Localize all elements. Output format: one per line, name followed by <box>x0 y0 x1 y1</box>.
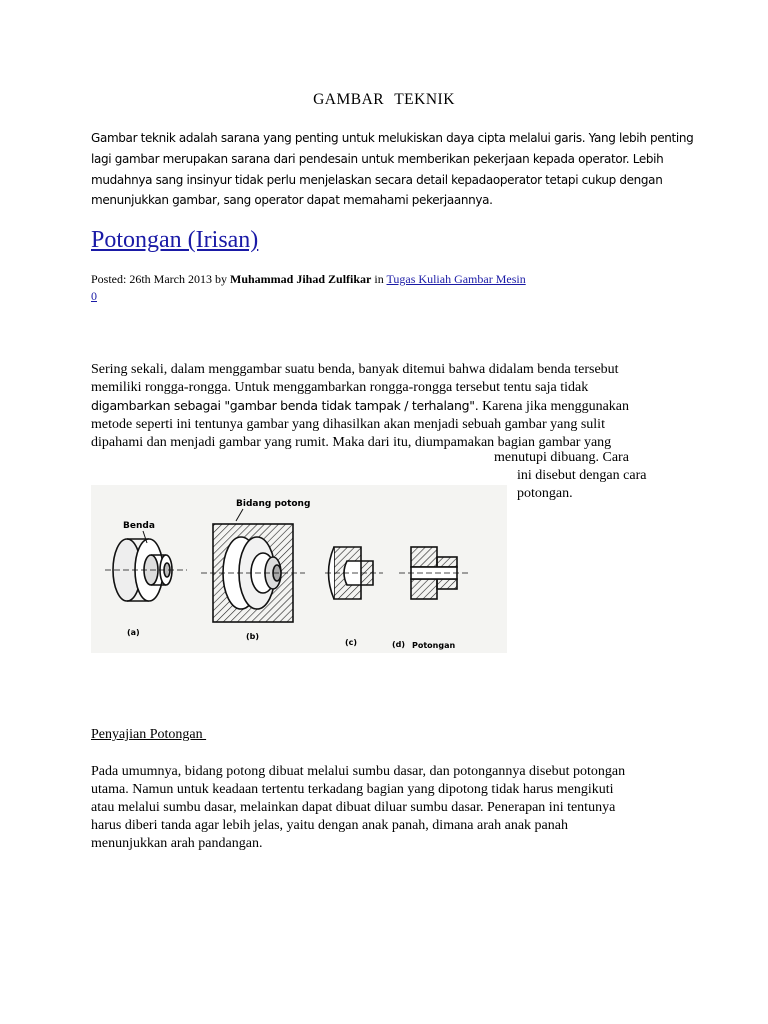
posted-date: Posted: 26th March 2013 by <box>91 272 230 286</box>
label-c: (c) <box>345 638 358 647</box>
side-text <box>494 449 647 503</box>
section-drawing-figure <box>91 485 507 653</box>
paragraph-line-sans: digambarkan sebagai "gambar benda tidak tampak / terhalang". <box>91 398 483 413</box>
intro-line: mudahnya sang insinyur tidak perlu menjelaskan secara detail kepadaoperator tetapi cukup dengan <box>91 172 663 187</box>
intro-line: menunjukkan gambar, sang operator dapat memahami pekerjaannya. <box>91 193 493 208</box>
comments-count-link[interactable]: 0 <box>91 289 97 303</box>
label-bidang-potong: Bidang potong <box>236 499 311 509</box>
object-drawing-b <box>201 524 305 622</box>
document-title: GAMBAR TEKNIK <box>313 91 455 108</box>
intro-line: Gambar teknik adalah sarana yang penting untuk melukiskan daya cipta melalui garis. Yang lebih penting <box>91 131 694 145</box>
label-a: (a) <box>127 628 140 637</box>
section-subheading: Penyajian Potongan <box>91 727 207 742</box>
paragraph-line <box>91 397 629 416</box>
side-line: ini disebut dengan cara <box>517 468 647 483</box>
post-heading-link[interactable]: Potongan (Irisan) <box>91 227 259 253</box>
object-drawing-c <box>325 547 383 599</box>
paragraph-1 <box>91 361 629 452</box>
intro-paragraph <box>91 128 694 211</box>
label-benda: Benda <box>123 521 155 531</box>
paragraph-line: metode seperti ini tentunya gambar yang dihasilkan akan menjadi sebuah gambar yang sulit <box>91 417 605 432</box>
category-link[interactable]: Tugas Kuliah Gambar Mesin <box>386 272 526 286</box>
post-meta <box>91 271 526 305</box>
object-drawing-a <box>105 539 187 601</box>
intro-line: lagi gambar merupakan sarana dari pendesain untuk memberikan pekerjaan kepada operator. Lebih <box>91 151 664 166</box>
side-line: menutupi dibuang. Cara <box>494 450 629 465</box>
label-d: (d) <box>392 640 406 649</box>
paragraph-line: Pada umumnya, bidang potong dibuat melalui sumbu dasar, dan potongannya disebut potongan <box>91 764 626 779</box>
side-line: potongan. <box>517 486 573 501</box>
label-b: (b) <box>246 632 260 641</box>
paragraph-line: menunjukkan arah pandangan. <box>91 836 263 851</box>
paragraph-line: Sering sekali, dalam menggambar suatu benda, banyak ditemui bahwa didalam benda tersebut <box>91 362 619 377</box>
paragraph-line: utama. Namun untuk keadaan tertentu terkadang bagian yang dipotong tidak harus mengikuti <box>91 782 614 797</box>
paragraph-2 <box>91 763 625 853</box>
in-text: in <box>371 272 387 286</box>
section-drawing <box>91 485 507 653</box>
paragraph-line-tail: Karena jika menggunakan <box>482 399 630 414</box>
label-potongan: Potongan <box>412 641 456 650</box>
paragraph-line: harus diberi tanda agar lebih jelas, yaitu dengan anak panah, dimana arah anak panah <box>91 818 568 833</box>
paragraph-line: memiliki rongga-rongga. Untuk menggambarkan rongga-rongga tersebut tentu saja tidak <box>91 380 589 395</box>
paragraph-line: atau melalui sumbu dasar, melainkan dapat dibuat diluar sumbu dasar. Penerapan ini tentunya <box>91 800 616 815</box>
paragraph-line: dipahami dan menjadi gambar yang rumit. Maka dari itu, diumpamakan bagian gambar yang <box>91 435 612 450</box>
object-drawing-d <box>399 547 471 599</box>
author-name: Muhammad Jihad Zulfikar <box>230 272 372 286</box>
